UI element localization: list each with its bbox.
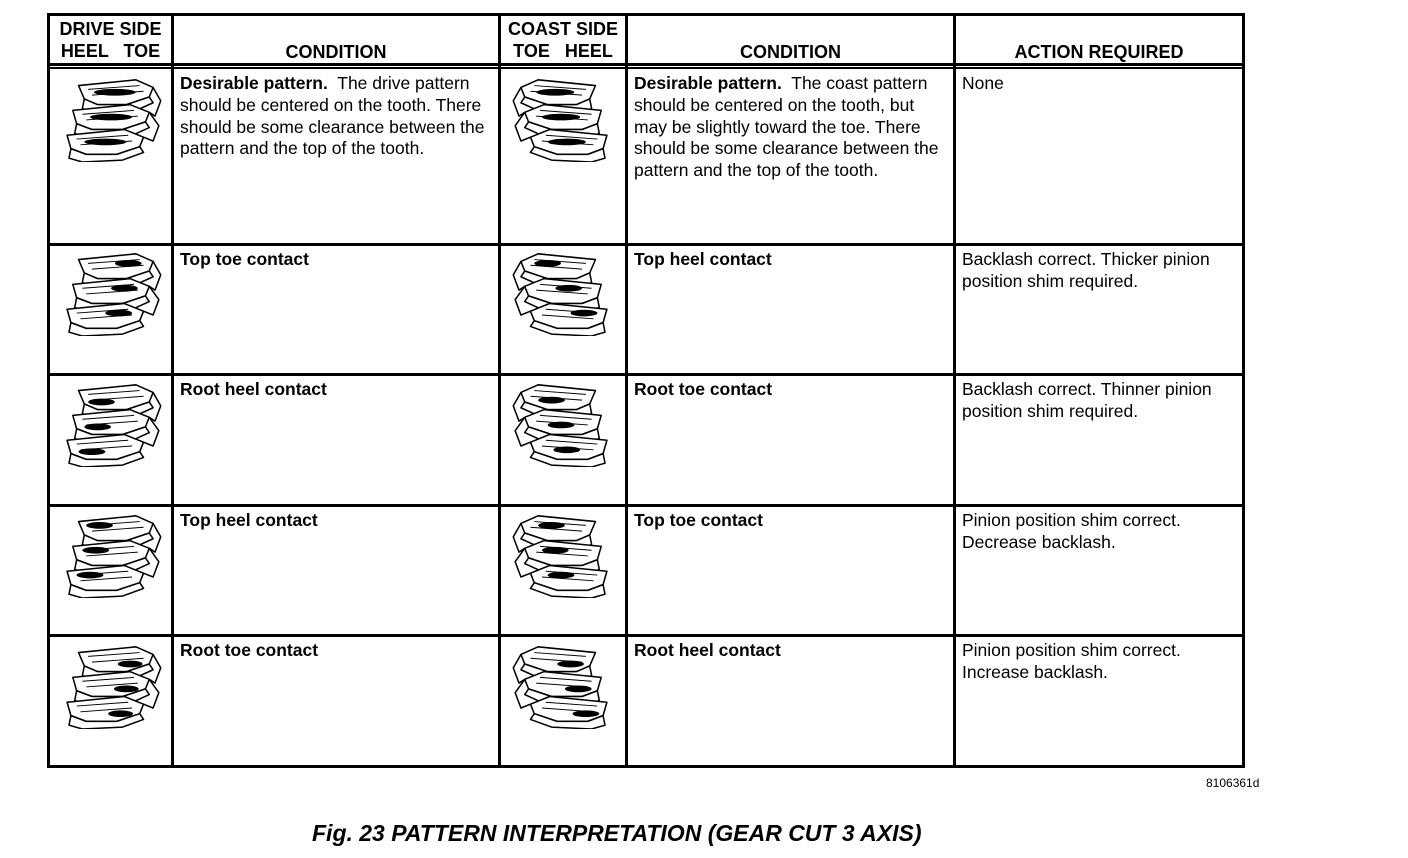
drive-condition-title: Top toe contact: [180, 249, 309, 269]
drive-condition-cell: [180, 510, 492, 532]
action-cell: None: [962, 73, 1004, 93]
header-coast-side-line1: COAST SIDE: [507, 19, 618, 39]
action-cell: Pinion position shim correct. Decrease backlash.: [962, 510, 1181, 552]
header-drive-side-line2: HEEL TOE: [60, 41, 161, 61]
column-divider: [498, 13, 501, 768]
action-cell: Backlash correct. Thicker pinion position shim required.: [962, 249, 1210, 291]
gear-tooth-coast-icon: [508, 381, 616, 467]
coast-condition-title: Root heel contact: [634, 640, 781, 660]
header-divider-1: [47, 63, 1245, 66]
gear-tooth-drive-icon: [58, 76, 166, 162]
coast-condition-cell: [634, 249, 950, 271]
drive-condition-title: Root toe contact: [180, 640, 319, 660]
column-divider: [953, 13, 956, 768]
row-divider: [47, 504, 1245, 507]
gear-tooth-drive-icon: [58, 381, 166, 467]
coast-condition-title: Top toe contact: [634, 510, 763, 530]
coast-condition-text: The coast pattern should be centered on the tooth, but may be slightly toward the toe. There should be some clearance between the pattern and the top of the tooth.: [634, 73, 939, 181]
action-cell: Pinion position shim correct. Increase backlash.: [962, 640, 1181, 682]
gear-tooth-coast-icon: [508, 512, 616, 598]
coast-condition-title: Desirable pattern.: [634, 73, 782, 93]
coast-condition-cell: [634, 640, 950, 662]
gear-tooth-coast-icon: [508, 76, 616, 162]
gear-tooth-coast-icon: [508, 643, 616, 729]
action-cell: Backlash correct. Thinner pinion position shim required.: [962, 379, 1212, 421]
drive-condition-cell: [180, 249, 492, 271]
row-divider: [47, 243, 1245, 246]
header-drive-side: [50, 18, 171, 62]
header-drive-side-line1: DRIVE SIDE: [59, 19, 162, 39]
gear-tooth-coast-icon: [508, 250, 616, 336]
drive-condition-title: Top heel contact: [180, 510, 318, 530]
header-coast-side: [501, 18, 625, 62]
header-coast-side-line2: TOE HEEL: [513, 41, 613, 61]
header-condition-coast: CONDITION: [740, 42, 841, 62]
figure-caption: Fig. 23 PATTERN INTERPRETATION (GEAR CUT 3 AXIS): [312, 820, 922, 846]
coast-condition-cell: [634, 510, 950, 532]
column-divider: [171, 13, 174, 768]
drive-condition-cell: [180, 73, 492, 160]
gear-tooth-drive-icon: [58, 250, 166, 336]
figure-code: 8106361d: [1206, 776, 1260, 790]
drive-condition-text: The drive pattern should be centered on the tooth. There should be some clearance between the pattern and the top of the tooth.: [180, 73, 485, 159]
gear-tooth-drive-icon: [58, 643, 166, 729]
header-action-required: ACTION REQUIRED: [1014, 42, 1184, 62]
drive-condition-title: Root heel contact: [180, 379, 327, 399]
row-divider: [47, 373, 1245, 376]
coast-condition-cell: [634, 379, 950, 401]
gear-tooth-drive-icon: [58, 512, 166, 598]
header-condition-drive: CONDITION: [285, 42, 387, 62]
drive-condition-cell: [180, 379, 492, 401]
coast-condition-title: Root toe contact: [634, 379, 773, 399]
drive-condition-title: Desirable pattern.: [180, 73, 328, 93]
coast-condition-title: Top heel contact: [634, 249, 772, 269]
drive-condition-cell: [180, 640, 492, 662]
coast-condition-cell: [634, 73, 950, 182]
header-divider-2: [47, 67, 1245, 69]
column-divider: [625, 13, 628, 768]
row-divider: [47, 634, 1245, 637]
